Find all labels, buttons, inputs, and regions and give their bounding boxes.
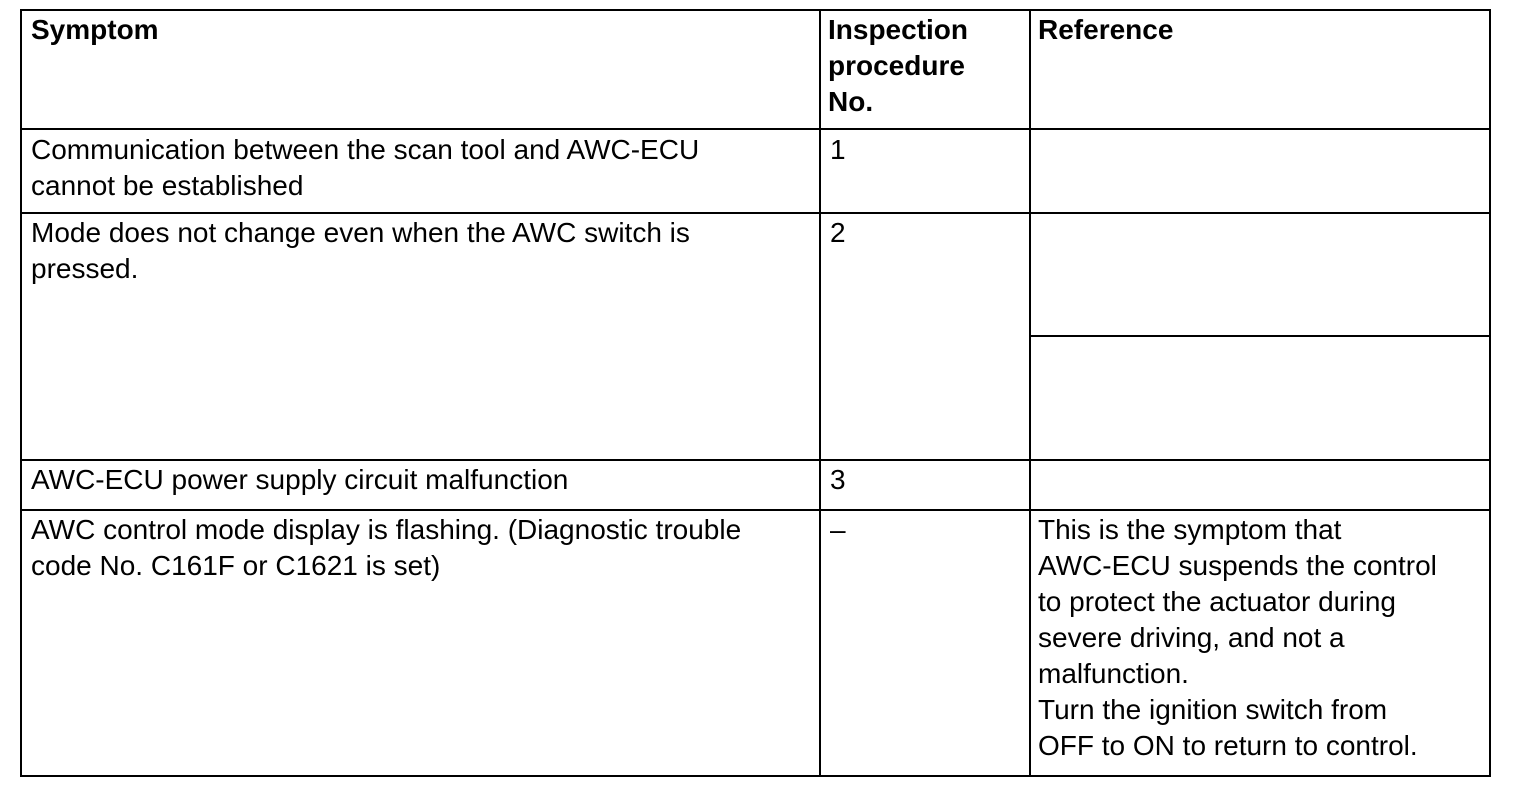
row-divider <box>22 128 1489 130</box>
row-1-procedure: 1 <box>830 134 846 165</box>
row-divider <box>22 212 1489 214</box>
row-4-symptom: AWC control mode display is flashing. (Diagnostic trouble code No. C161F or C1621 is set) <box>31 514 742 581</box>
row-divider <box>22 459 1489 461</box>
row-divider <box>1029 335 1489 337</box>
row-4-procedure: – <box>830 514 846 545</box>
header-reference: Reference <box>1038 14 1174 45</box>
header-inspection-procedure: Inspection procedure No. <box>828 14 969 117</box>
header-symptom: Symptom <box>31 14 159 45</box>
row-4-reference: This is the symptom that AWC-ECU suspends the control to protect the actuator during severe driving, and not a malfunction. Turn the ignition switch from OFF to ON to return to control. <box>1038 514 1437 761</box>
row-divider <box>22 509 1489 511</box>
symptom-table <box>20 9 1491 777</box>
row-2-procedure: 2 <box>830 217 846 248</box>
row-2-symptom: Mode does not change even when the AWC switch is pressed. <box>31 217 690 284</box>
column-divider <box>1029 11 1031 775</box>
row-3-symptom: AWC-ECU power supply circuit malfunction <box>31 464 569 495</box>
row-1-symptom: Communication between the scan tool and AWC-ECU cannot be established <box>31 134 700 201</box>
row-3-procedure: 3 <box>830 464 846 495</box>
column-divider <box>819 11 821 775</box>
